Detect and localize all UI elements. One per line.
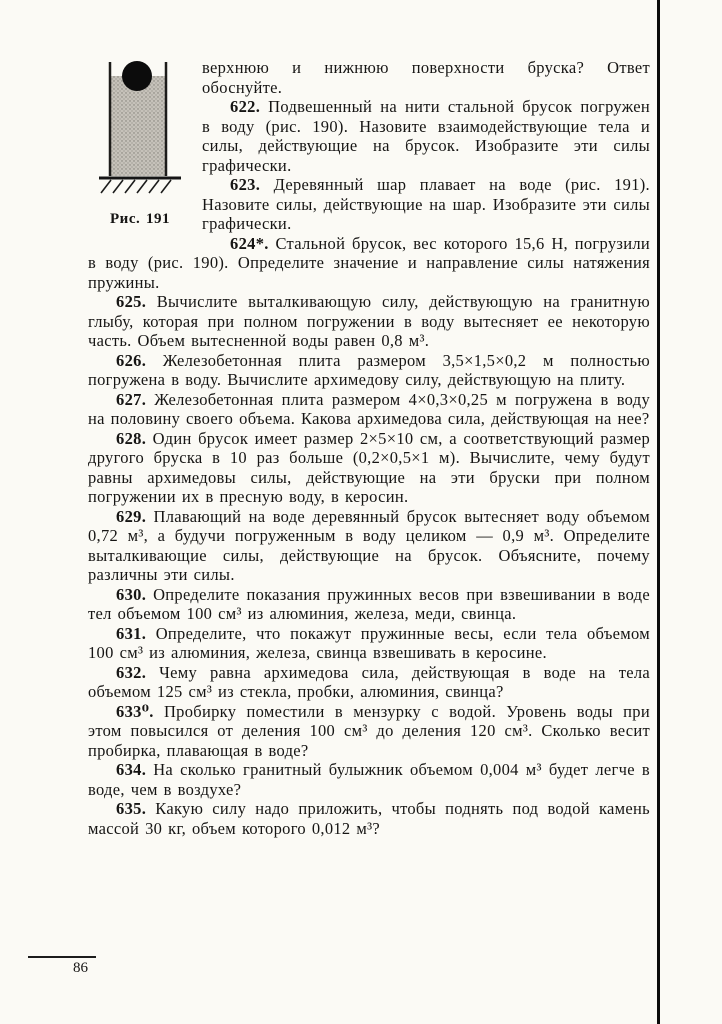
problem-629 [88, 507, 650, 585]
problem-text: Стальной брусок, вес которого 15,6 Н, погрузили в воду (рис. 190). Определите значение и направление силы натяжения пружины. [88, 233, 650, 292]
problem-number: 624*. [230, 233, 269, 253]
problem-text: Пробирку поместили в мензурку с водой. Уровень воды при этом повысился от деления 100 см³ до деления 120 см³. Сколько весит пробирка, плавающая в воде? [88, 701, 650, 760]
problem-number: 625. [116, 292, 147, 311]
problem-633 [88, 702, 650, 761]
figure-caption: Рис. 191 [110, 211, 170, 227]
problem-text: Определите показания пружинных весов при взвешивании в воде тел объемом 100 см³ из алюминия, железа, меди, свинца. [88, 584, 650, 623]
continuation-text: верхнюю и нижнюю поверхности бруска? Ответ обоснуйте. [202, 58, 650, 97]
problem-number: 629. [116, 506, 147, 526]
scan-edge-line [657, 0, 660, 1024]
footer-rule [28, 956, 96, 958]
problem-number: 634. [116, 760, 147, 779]
problem-number: 623. [230, 175, 261, 194]
problem-text: Определите, что покажут пружинные весы, если тела объемом 100 см³ из алюминия, железа, свинца взвешивать в керосине. [88, 623, 650, 662]
problem-632 [88, 663, 650, 702]
problem-number: 628. [116, 428, 147, 448]
problem-628 [88, 429, 650, 507]
problem-text: Подвешенный на нити стальной брусок погружен в воду (рис. 190). Назовите взаимодействующие тела и силы, действующие на брусок. Изобразите эти силы графически. [202, 97, 650, 175]
problem-number: 635. [116, 799, 147, 818]
problem-627 [88, 390, 650, 429]
page-number: 86 [73, 960, 88, 976]
problem-number: 626. [116, 350, 147, 370]
problem-number: 631. [116, 623, 147, 643]
figure-191 [88, 60, 192, 240]
ball [122, 61, 152, 91]
problem-text: Деревянный шар плавает на воде (рис. 191). Назовите силы, действующие на шар. Изобразите эти силы графически. [202, 175, 650, 233]
floating-ball-illustration [97, 60, 183, 200]
page-footer [28, 956, 148, 977]
problem-626 [88, 351, 650, 390]
ground-hatch [101, 180, 171, 193]
water-fill [110, 76, 166, 176]
problem-number: 632. [116, 662, 147, 682]
problem-630 [88, 585, 650, 624]
problem-number: 627. [116, 389, 147, 409]
problem-text: Какую силу надо приложить, чтобы поднять под водой камень массой 30 кг, объем которого 0,012 м³? [88, 799, 650, 838]
problem-number: 630. [116, 584, 147, 604]
problem-634 [88, 760, 650, 799]
problem-text: Железобетонная плита размером 4×0,3×0,25 м погружена в воду на половину своего объема. Какова архимедова сила, действующая на нее? [88, 389, 650, 428]
problem-635 [88, 799, 650, 838]
problem-text: Один брусок имеет размер 2×5×10 см, а соответствующий размер другого бруска в 10 раз больше (0,2×0,5×1 м). Вычислите, чему будут равны архимедовы силы, действующие на эти бруски при полном погружении их в пресную воду, в керосин. [88, 428, 650, 506]
problem-text: Железобетонная плита размером 3,5×1,5×0,2 м полностью погружена в воду. Вычислите архимедову силу, действующую на плиту. [88, 350, 650, 389]
problem-text: На сколько гранитный булыжник объемом 0,004 м³ будет легче в воде, чем в воздухе? [88, 760, 650, 799]
problem-631 [88, 624, 650, 663]
problem-625 [88, 292, 650, 351]
problem-text: Плавающий на воде деревянный брусок вытесняет воду объемом 0,72 м³, а будучи погруженным в воду целиком — 0,9 м³. Определите выталкивающие силы, действующие на брусок. Объясните, почему различны эти силы. [88, 506, 650, 584]
problem-624 [88, 234, 650, 293]
problem-number: 633⁰. [116, 701, 154, 721]
text-column [88, 58, 650, 960]
problem-number: 622. [230, 97, 261, 116]
problem-text: Вычислите выталкивающую силу, действующую на гранитную глыбу, которая при полном погружении в воду вытесняет ее некоторую часть. Объем вытесненной воды равен 0,8 м³. [88, 292, 650, 350]
problem-text: Чему равна архимедова сила, действующая в воде на тела объемом 125 см³ из стекла, пробки, алюминия, свинца? [88, 662, 650, 701]
